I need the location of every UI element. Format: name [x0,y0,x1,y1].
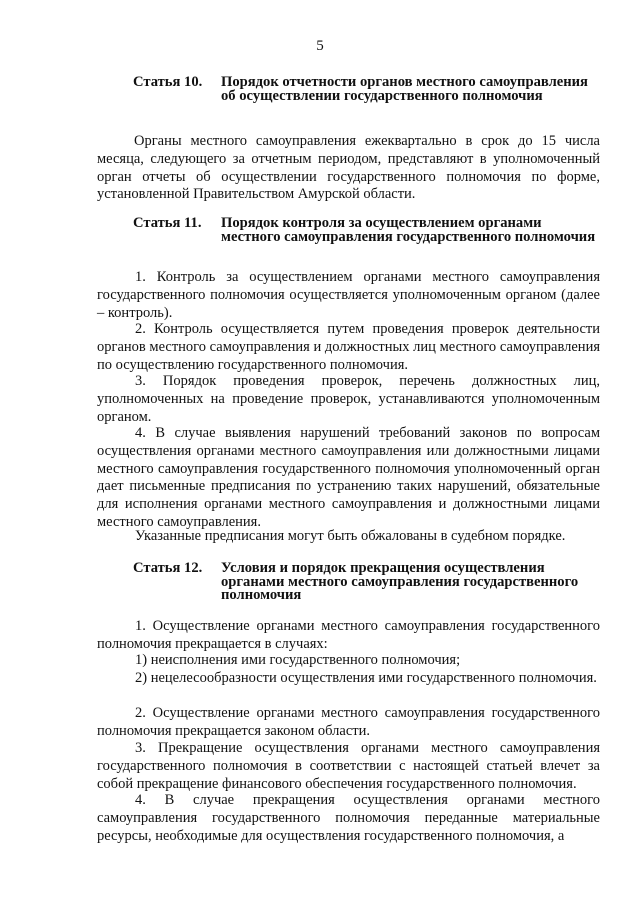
article-12-title: Условия и порядок прекращения осуществления органами местного самоуправления государственного полномочия [221,560,579,603]
article-12-paragraph-3: 2) нецелесообразности осуществления ими государственного полномочия. [135,670,597,686]
article-11-paragraph-2: 2. Контроль осуществляется путем проведения проверок деятельности органов местного самоуправления и должностных лиц местного самоуправления по осуществлению государственного полномочия. [97,321,600,373]
page-number: 5 [316,38,324,54]
article-12-heading [133,562,600,603]
article-11-label: Статья 11. [133,215,202,231]
article-12-paragraph-2: 1) неисполнения ими государственного полномочия; [135,652,461,668]
article-12-paragraph-5: 3. Прекращение осуществления органами местного самоуправления государственного полномочия в соответствии с настоящей статьей влечет за собой прекращение финансового обеспечения государственного полномочия. [97,740,600,792]
article-11-paragraph-5: Указанные предписания могут быть обжалованы в судебном порядке. [135,528,566,544]
article-11-paragraph-4: 4. В случае выявления нарушений требований законов по вопросам осуществления органами местного самоуправления или должностными лицами местного самоуправления государственного полномочия уполномоченный орган дает письменные предписания по устранению таких нарушений, обязательные для исполнения органами местного самоуправления и должностными лицами местного самоуправления. [97,425,600,530]
article-11-paragraph-3: 3. Порядок проведения проверок, перечень должностных лиц, уполномоченных на проведение проверок, устанавливаются уполномоченным органом. [97,373,600,425]
article-11-paragraph-1: 1. Контроль за осуществлением органами местного самоуправления государственного полномочия осуществляется уполномоченным органом (далее – контроль). [97,269,600,321]
article-11-heading [133,217,600,244]
article-10-heading [133,76,600,103]
article-12-paragraph-1: 1. Осуществление органами местного самоуправления государственного полномочия прекращается в случаях: [97,618,600,652]
article-10-title: Порядок отчетности органов местного самоуправления об осуществлении государственного полномочия [221,74,588,104]
article-12-paragraph-4: 2. Осуществление органами местного самоуправления государственного полномочия прекращается законом области. [97,705,600,739]
article-12-label: Статья 12. [133,560,203,576]
article-11-title: Порядок контроля за осуществлением органами местного самоуправления государственного полномочия [221,215,596,245]
article-10-label: Статья 10. [133,74,203,90]
article-12-paragraph-6: 4. В случае прекращения осуществления органами местного самоуправления государственного полномочия переданные материальные ресурсы, необходимые для осуществления государственного полномочия, а [97,792,600,844]
article-10-paragraph-1: Органы местного самоуправления ежеквартально в срок до 15 числа месяца, следующего за отчетным периодом, представляют в уполномоченный орган отчеты об осуществлении государственного полномочия по форме, установленной Правительством Амурской области. [97,133,600,203]
